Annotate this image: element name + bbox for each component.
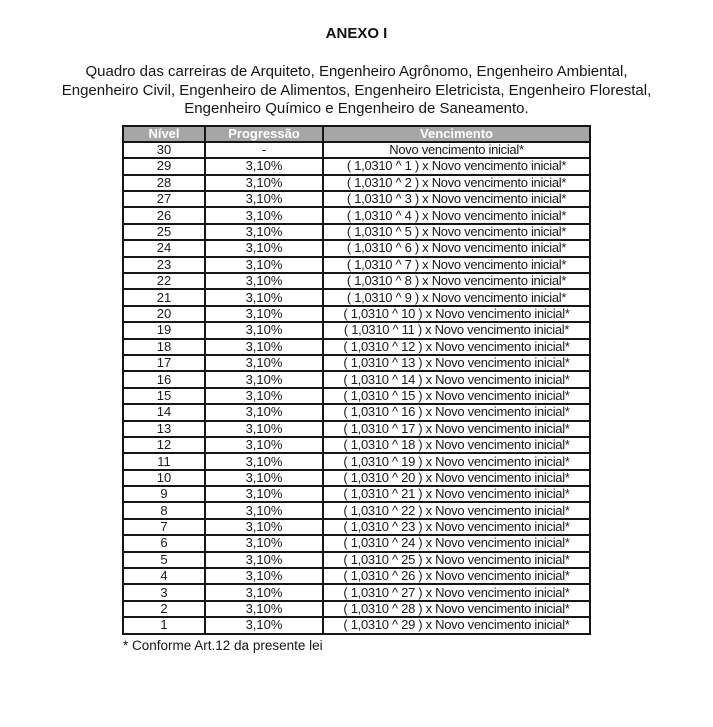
page-subtitle: [27, 63, 687, 119]
table-row: [123, 535, 590, 551]
table-row: [123, 273, 590, 289]
subtitle-line: Quadro das carreiras de Arquiteto, Engenheiro Agrônomo, Engenheiro Ambiental,: [85, 63, 628, 80]
cell-progressao: 3,10%: [205, 322, 323, 338]
cell-vencimento: ( 1,0310 ^ 17 ) x Novo vencimento inicial*: [323, 421, 590, 437]
table-row: [123, 207, 590, 223]
cell-nivel: 11: [123, 453, 205, 469]
cell-progressao: 3,10%: [205, 552, 323, 568]
cell-nivel: 19: [123, 322, 205, 338]
cell-progressao: 3,10%: [205, 339, 323, 355]
cell-nivel: 18: [123, 339, 205, 355]
cell-vencimento: ( 1,0310 ^ 22 ) x Novo vencimento inicial*: [323, 502, 590, 518]
cell-progressao: 3,10%: [205, 437, 323, 453]
cell-nivel: 30: [123, 142, 205, 158]
table-row: [123, 257, 590, 273]
subtitle-line: Engenheiro Químico e Engenheiro de Saneamento.: [184, 100, 529, 117]
cell-vencimento: ( 1,0310 ^ 21 ) x Novo vencimento inicial*: [323, 486, 590, 502]
cell-nivel: 16: [123, 371, 205, 387]
column-header-nivel: Nível: [123, 126, 205, 142]
cell-vencimento: ( 1,0310 ^ 3 ) x Novo vencimento inicial*: [323, 191, 590, 207]
cell-vencimento: ( 1,0310 ^ 2 ) x Novo vencimento inicial*: [323, 175, 590, 191]
cell-nivel: 8: [123, 502, 205, 518]
cell-vencimento: ( 1,0310 ^ 7 ) x Novo vencimento inicial*: [323, 257, 590, 273]
cell-progressao: 3,10%: [205, 388, 323, 404]
table-row: [123, 175, 590, 191]
cell-nivel: 27: [123, 191, 205, 207]
cell-progressao: 3,10%: [205, 175, 323, 191]
cell-vencimento: ( 1,0310 ^ 24 ) x Novo vencimento inicial*: [323, 535, 590, 551]
cell-progressao: 3,10%: [205, 207, 323, 223]
cell-nivel: 9: [123, 486, 205, 502]
table-row: [123, 601, 590, 617]
cell-progressao: 3,10%: [205, 486, 323, 502]
cell-nivel: 2: [123, 601, 205, 617]
cell-vencimento: ( 1,0310 ^ 12 ) x Novo vencimento inicial*: [323, 339, 590, 355]
cell-progressao: 3,10%: [205, 191, 323, 207]
cell-progressao: -: [205, 142, 323, 158]
cell-progressao: 3,10%: [205, 289, 323, 305]
table-row: [123, 404, 590, 420]
cell-progressao: 3,10%: [205, 240, 323, 256]
cell-progressao: 3,10%: [205, 519, 323, 535]
cell-nivel: 1: [123, 617, 205, 633]
cell-progressao: 3,10%: [205, 601, 323, 617]
cell-vencimento: ( 1,0310 ^ 26 ) x Novo vencimento inicial*: [323, 568, 590, 584]
cell-progressao: 3,10%: [205, 568, 323, 584]
cell-progressao: 3,10%: [205, 535, 323, 551]
table-row: [123, 289, 590, 305]
cell-nivel: 4: [123, 568, 205, 584]
cell-vencimento: ( 1,0310 ^ 8 ) x Novo vencimento inicial*: [323, 273, 590, 289]
cell-nivel: 29: [123, 158, 205, 174]
document-page: [0, 25, 713, 727]
cell-nivel: 20: [123, 306, 205, 322]
cell-progressao: 3,10%: [205, 502, 323, 518]
cell-vencimento: ( 1,0310 ^ 14 ) x Novo vencimento inicial*: [323, 371, 590, 387]
cell-vencimento: Novo vencimento inicial*: [323, 142, 590, 158]
career-levels-table: [122, 125, 591, 635]
footnote: * Conforme Art.12 da presente lei: [123, 637, 323, 653]
cell-progressao: 3,10%: [205, 584, 323, 600]
cell-nivel: 22: [123, 273, 205, 289]
cell-nivel: 14: [123, 404, 205, 420]
table-row: [123, 437, 590, 453]
cell-nivel: 23: [123, 257, 205, 273]
table-row: [123, 224, 590, 240]
cell-progressao: 3,10%: [205, 355, 323, 371]
cell-vencimento: ( 1,0310 ^ 20 ) x Novo vencimento inicial*: [323, 470, 590, 486]
cell-vencimento: ( 1,0310 ^ 5 ) x Novo vencimento inicial*: [323, 224, 590, 240]
table-row: [123, 421, 590, 437]
cell-nivel: 7: [123, 519, 205, 535]
cell-vencimento: ( 1,0310 ^ 4 ) x Novo vencimento inicial*: [323, 207, 590, 223]
cell-nivel: 12: [123, 437, 205, 453]
table-row: [123, 584, 590, 600]
table-row: [123, 191, 590, 207]
subtitle-line: Engenheiro Civil, Engenheiro de Alimentos, Engenheiro Eletricista, Engenheiro Florestal,: [61, 81, 652, 99]
table-row: [123, 322, 590, 338]
cell-progressao: 3,10%: [205, 371, 323, 387]
cell-nivel: 26: [123, 207, 205, 223]
cell-vencimento: ( 1,0310 ^ 9 ) x Novo vencimento inicial*: [323, 289, 590, 305]
cell-nivel: 28: [123, 175, 205, 191]
cell-progressao: 3,10%: [205, 257, 323, 273]
cell-vencimento: ( 1,0310 ^ 16 ) x Novo vencimento inicial*: [323, 404, 590, 420]
table-row: [123, 453, 590, 469]
table-row: [123, 617, 590, 633]
cell-nivel: 21: [123, 289, 205, 305]
cell-vencimento: ( 1,0310 ^ 19 ) x Novo vencimento inicial*: [323, 453, 590, 469]
cell-progressao: 3,10%: [205, 453, 323, 469]
table-body: [123, 142, 590, 634]
cell-vencimento: ( 1,0310 ^ 6 ) x Novo vencimento inicial*: [323, 240, 590, 256]
cell-vencimento: ( 1,0310 ^ 11 ) x Novo vencimento inicial*: [323, 322, 590, 338]
table-row: [123, 339, 590, 355]
table-row: [123, 371, 590, 387]
cell-progressao: 3,10%: [205, 404, 323, 420]
cell-vencimento: ( 1,0310 ^ 15 ) x Novo vencimento inicial*: [323, 388, 590, 404]
table-row: [123, 158, 590, 174]
cell-progressao: 3,10%: [205, 273, 323, 289]
cell-vencimento: ( 1,0310 ^ 10 ) x Novo vencimento inicial*: [323, 306, 590, 322]
table-row: [123, 486, 590, 502]
table-row: [123, 470, 590, 486]
cell-vencimento: ( 1,0310 ^ 18 ) x Novo vencimento inicial*: [323, 437, 590, 453]
table-row: [123, 240, 590, 256]
table-row: [123, 502, 590, 518]
cell-nivel: 6: [123, 535, 205, 551]
cell-nivel: 3: [123, 584, 205, 600]
cell-vencimento: ( 1,0310 ^ 1 ) x Novo vencimento inicial*: [323, 158, 590, 174]
cell-nivel: 17: [123, 355, 205, 371]
cell-progressao: 3,10%: [205, 306, 323, 322]
cell-progressao: 3,10%: [205, 470, 323, 486]
cell-vencimento: ( 1,0310 ^ 27 ) x Novo vencimento inicial*: [323, 584, 590, 600]
cell-nivel: 25: [123, 224, 205, 240]
table-row: [123, 355, 590, 371]
cell-nivel: 5: [123, 552, 205, 568]
table-header-row: [123, 126, 590, 142]
cell-nivel: 13: [123, 421, 205, 437]
table-row: [123, 388, 590, 404]
cell-vencimento: ( 1,0310 ^ 25 ) x Novo vencimento inicial*: [323, 552, 590, 568]
cell-progressao: 3,10%: [205, 158, 323, 174]
cell-progressao: 3,10%: [205, 421, 323, 437]
column-header-vencimento: Vencimento: [323, 126, 590, 142]
table-row: [123, 142, 590, 158]
cell-vencimento: ( 1,0310 ^ 28 ) x Novo vencimento inicial*: [323, 601, 590, 617]
cell-vencimento: ( 1,0310 ^ 23 ) x Novo vencimento inicial*: [323, 519, 590, 535]
cell-nivel: 24: [123, 240, 205, 256]
table-row: [123, 568, 590, 584]
table-row: [123, 306, 590, 322]
cell-vencimento: ( 1,0310 ^ 29 ) x Novo vencimento inicial*: [323, 617, 590, 633]
cell-nivel: 15: [123, 388, 205, 404]
table-row: [123, 519, 590, 535]
cell-nivel: 10: [123, 470, 205, 486]
cell-progressao: 3,10%: [205, 224, 323, 240]
table-row: [123, 552, 590, 568]
column-header-progressao: Progressão: [205, 126, 323, 142]
cell-vencimento: ( 1,0310 ^ 13 ) x Novo vencimento inicial*: [323, 355, 590, 371]
page-title: ANEXO I: [325, 25, 388, 42]
cell-progressao: 3,10%: [205, 617, 323, 633]
